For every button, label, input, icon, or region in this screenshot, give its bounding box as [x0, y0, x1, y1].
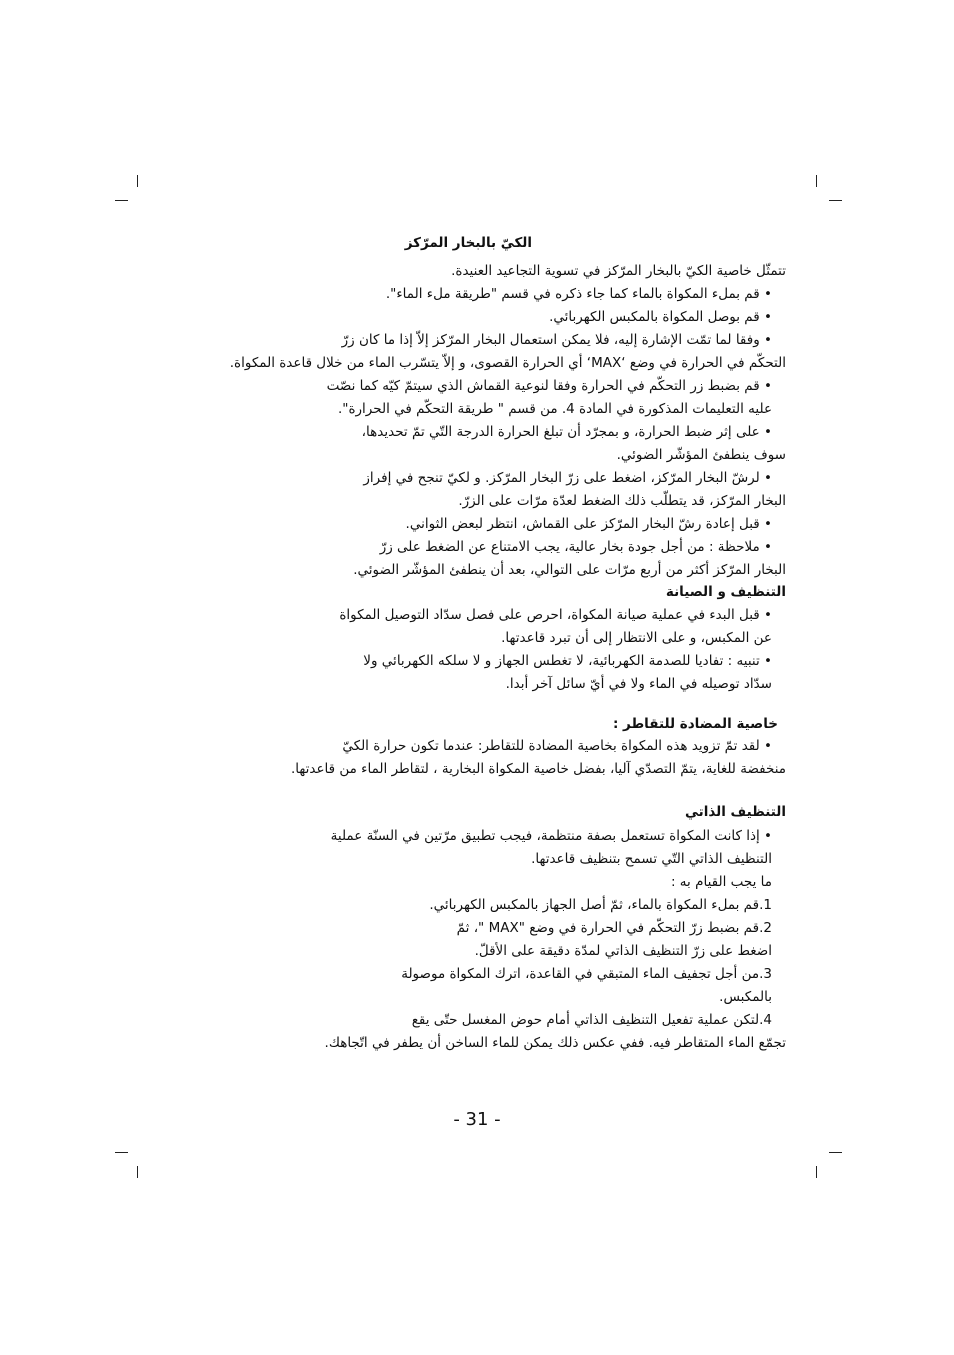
numbered-step: 1.قم بملء المكواة بالماء، ثمّ أصل الجهاز بالمكبس الكهربائي. — [429, 897, 772, 913]
paragraph-line: تجمّع الماء المتقاطر فيه. ففي عكس ذلك يمكن للماء الساخن أن يطفر في اتّجاهك. — [324, 1035, 786, 1051]
bullet-line: • قم بملء المكواة بالماء كما جاء ذكره في قسم "طريقة ملء الماء". — [385, 286, 772, 302]
paragraph-line: منخفضة للغاية، يتمّ التصدّي آليا، بفضل خاصية المكواة البخارية ، لتقاطر الماء من قاعدتها. — [290, 761, 786, 777]
paragraph-line: تتمثّل خاصية الكيّ بالبخار المرّكز في تسوية التجاعيد العنيدة. — [451, 263, 786, 279]
crop-mark-bottom-left-vertical — [137, 1166, 138, 1178]
numbered-step: 3.من أجل تجفيف الماء المتبقي في القاعدة، اترك المكواة موصولة — [401, 966, 772, 982]
numbered-step: 2.قم بضبط زرّ التحكّم في الحرارة في وضع "MAX "، ثمّ — [456, 920, 772, 936]
section-heading-anti-drip: خاصية المضادة للتقاطر : — [612, 716, 778, 732]
paragraph-line: التحكّم في الحرارة في وضع ‘MAX‘ أي الحرارة القصوى، و إلاّ يتسّرب الماء من خلال قاعدة المكواة. — [229, 355, 786, 371]
crop-mark-bottom-right-horizontal — [829, 1152, 842, 1153]
section-heading-cleaning-maintenance: التنظيف و الصيانة — [665, 584, 786, 600]
bullet-line: • تنبيه : تفاديا للصدمة الكهربائية، لا تغطس الجهاز و لا سلكه الكهربائي ولا — [363, 653, 772, 669]
section-heading-self-cleaning: التنظيف الذاتي — [684, 804, 786, 820]
bullet-line: • لرشّ البخار المرّكز، اضغط على زرّ البخار المرّكز. و لكيّ تنجح في إفراز — [363, 470, 772, 486]
paragraph-line: بالمكبس. — [719, 989, 772, 1005]
page-number: - 31 - — [453, 1109, 501, 1130]
paragraph-line: عن المكبس، و على الانتظار إلى أن تبرد قاعدتها. — [501, 630, 772, 646]
crop-mark-top-right-vertical — [816, 175, 817, 187]
numbered-step: 4.لتكن عملية تفعيل التنظيف الذاتي أمام حوض المغسل حتّى يقع — [411, 1012, 772, 1028]
bullet-line: • ملاحظة : من أجل جودة بخار عالية، يجب الامتناع عن الضغط على زرّ — [379, 539, 772, 555]
paragraph-line: سدّاد توصيله في الماء ولا في أيّ سائل آخر أبدا. — [505, 676, 772, 692]
bullet-line: • لقد تمّ تزويد هذه المكواة بخاصية المضادة للتقاطر: عندما تكون حرارة الكيّ — [342, 738, 772, 754]
paragraph-line: البخار المرّكز أكثر من أربع مرّات على التوالي، بعد أن ينطفئ المؤشّر الضوئي. — [353, 562, 786, 578]
paragraph-line: عليه التعليمات المذكورة في المادة 4. من قسم " طريقة التحكّم في الحرارة". — [337, 401, 772, 417]
bullet-line: • قبل إعادة رشّ البخار المرّكز على القماش، انتظر لبعض الثواني. — [405, 516, 772, 532]
section-heading-concentrated-steam: الكيّ بالبخار المرّكز — [404, 235, 532, 251]
bullet-line: • على إثر ضبط الحرارة، و بمجرّد أن تبلغ الحرارة الدرجة التّي تمّ تحديدها، — [361, 424, 772, 440]
bullet-line: • قم بوصل المكواة بالمكبس الكهربائي. — [549, 309, 772, 325]
paragraph-line: البخار المرّكز، قد يتطلّب ذلك الضغط لعدّة مرّات على الزرّ. — [458, 493, 786, 509]
paragraph-line: التنظيف الذاتي التّي تسمح بتنظيف قاعدتها. — [531, 851, 772, 867]
bullet-line: • إذا كانت المكواة تستعمل بصفة منتظمة، فيجب تطبيق مرّتين في السنّة عملية — [330, 828, 772, 844]
paragraph-line: اضغط على زرّ التنظيف الذاتي لمدّة دقيقة على الأقلّ. — [474, 943, 772, 959]
crop-mark-top-left-horizontal — [115, 200, 128, 201]
bullet-line: • وفقا لما تمّت الإشارة إليه، فلا يمكن استعمال البخار المرّكز إلاّ إذا ما كان زرّ — [341, 332, 772, 348]
bullet-line: • قم بضبط زر التحكّم في الحرارة وفقا لنوعية القماش الذي سيتمّ كيّه كما نصّت — [326, 378, 772, 394]
paragraph-line: سوف ينطفئ المؤشّر الضوئي. — [616, 447, 786, 463]
paragraph-line: ما يجب القيام به : — [670, 874, 772, 890]
crop-mark-top-left-vertical — [137, 175, 138, 187]
bullet-line: • قبل البدء في عملية صيانة المكواة، احرص على فصل سدّاد التوصيل المكواة — [339, 607, 772, 623]
crop-mark-top-right-horizontal — [829, 200, 842, 201]
crop-mark-bottom-left-horizontal — [115, 1152, 128, 1153]
crop-mark-bottom-right-vertical — [816, 1166, 817, 1178]
